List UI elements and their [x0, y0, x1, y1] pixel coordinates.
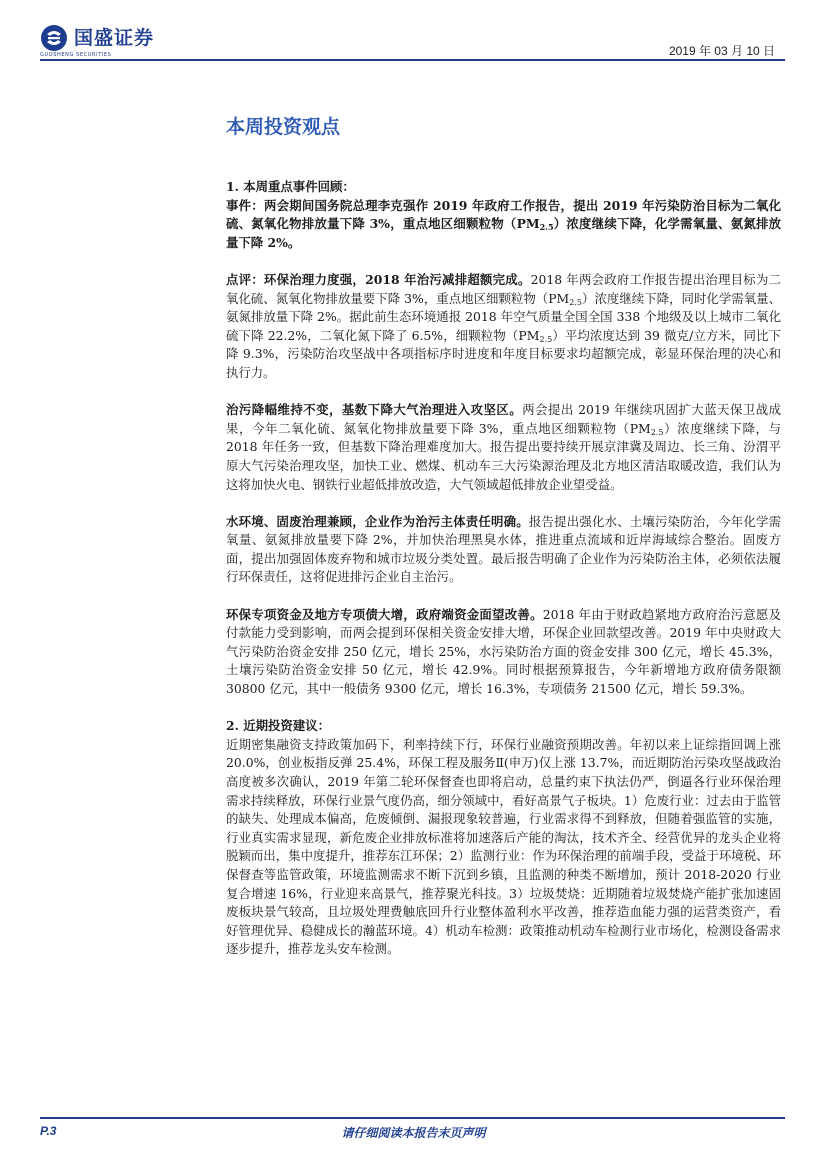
header-divider	[40, 59, 785, 61]
page-number: P.3	[40, 1124, 57, 1138]
air-governance-paragraph: 治污降幅维持不变，基数下降大气治理进入攻坚区。两会提出 2019 年继续巩固扩大蓝天保卫战成果，今年二氧化硫、氮氧化物排放量要下降 3%，重点地区细颗粒物$(PM_{2.5})$浓度继续下降，与 2018 年任务一致，但基数下降治理难度加大。报告提出要持续开展京津冀及周边、长三角、汾渭平原大气污染治理攻坚，加快工业、燃煤、机动车三大污染源治理及北方地区清洁取暖改造，我们认为这将加快火电、钢铁行业超低排放改造，大气领域超低排放企业望受益。	[226, 402, 781, 492]
section-title: 本周投资观点	[226, 116, 341, 138]
section-2-heading: 2. 近期投资建议：	[226, 718, 330, 734]
brand-name: 国盛证券	[74, 27, 155, 49]
event-summary: 事件：两会期间国务院总理李克强作 2019 年政府工作报告，提出 2019 年污染防治目标为二氧化硫、氮氧化物排放量下降 3%，重点地区细颗粒物$(PM_{2.5})$浓度继续下降，化学需氧量、氨氮排放量下降 2%。	[226, 197, 781, 250]
brand-logo	[40, 24, 154, 52]
section-1-heading: 1. 本周重点事件回顾：	[226, 179, 355, 194]
footer-disclaimer: 请仔细阅读本报告末页声明	[341, 1126, 486, 1140]
paragraph-lead: 环保专项资金及地方专项债大增，政府端资金面望改善。	[226, 606, 543, 622]
comment-paragraph: 点评：环保治理力度强，2018 年治污减排超额完成。2018 年两会政府工作报告提出治理目标为二氧化硫、氮氧化物排放量要下降 3%，重点地区细颗粒物$(PM_{2.5})$浓度继续下降，同时化学需氧量、氨氮排放量下降 2%。据此前生态环境通报 2018 年空气质量全国全国 338 个地级及以上城市二氧化硫下降 22.2%，二氧化氮下降了 6.5%，细颗粒物$(PM_{2.5})$平均浓度达到 39 微克/立方米，同比下降 9.3%，污染防治攻坚战中各项指标序时进度和年度目标要求均超额完成，彰显环保治理的决心和执行力。	[226, 271, 782, 380]
funding-paragraph: 环保专项资金及地方专项债大增，政府端资金面望改善。2018 年由于财政趋紧地方政府治污意愿及付款能力受到影响，而两会提到环保相关资金安排大增，环保企业回款望改善。2019 年中央财政大气污染防治资金安排 250 亿元，增长 25%，水污染防治方面的资金安排 300 亿元，增长 45.3%，土壤污染防治资金安排 50 亿元，增长 42.9%。同时根据预算报告，今年新增地方政府债务限额 30800 亿元，其中一般债务 9300 亿元，增长 16.3%，专项债务 21500 亿元，增长 59.3%。	[226, 606, 781, 697]
brand-logo-icon	[40, 24, 68, 52]
report-body	[226, 178, 781, 959]
report-date: 2019 年 03 月 10 日	[668, 44, 775, 58]
water-solidwaste-paragraph: 水环境、固废治理兼顾，企业作为治污主体责任明确。报告提出强化水、土壤污染防治，今年化学需氧量、氨氮排放量要下降 2%，并加快治理黑臭水体，推进重点流域和近岸海域综合整治。固废方面，提出加强固体废弃物和城市垃圾分类处置。最后报告明确了企业作为污染防治主体，必须依法履行环保责任，这将促进排污企业自主治污。	[226, 513, 782, 585]
footer-divider	[40, 1117, 785, 1119]
paragraph-lead: 点评：环保治理力度强，2018 年治污减排超额完成。	[226, 271, 531, 287]
brand-name-en: GUOSHENG SECURITIES	[40, 52, 112, 58]
paragraph-lead: 水环境、固废治理兼顾，企业作为治污主体责任明确。	[226, 513, 529, 529]
paragraph-lead: 治污降幅维持不变，基数下降大气治理进入攻坚区。	[226, 402, 523, 418]
page-header	[0, 0, 827, 60]
investment-advice-paragraph: 近期密集融资支持政策加码下，利率持续下行，环保行业融资预期改善。年初以来上证综指回调上涨 20.0%，创业板指反弹 25.4%，环保工程及服务Ⅱ(申万)仅上涨 13.7%，而近期防治污染攻坚战政治高度被多次确认，2019 年第二轮环保督查也即将启动，总量约束下执法仍严，倒逼各行业环保治理需求持续释放，环保行业景气度仍高，细分领域中，看好高景气子板块。1）危废行业：过去由于监管的缺失、处理成本偏高，危废倾倒、漏报现象较普遍，行业需求得不到释放，但随着强监管的实施，行业真实需求显现，新危废企业排放标准将加速落后产能的淘汰，技术齐全、经营优异的龙头企业将脱颖而出，集中度提升，推荐东江环保；2）监测行业：作为环保治理的前端手段，受益于环境税、环保督查等监管政策，环境监测需求不断下沉到乡镇，且监测的种类不断增加，预计 2018-2020 行业复合增速 16%，行业迎来高景气，推荐聚光科技。3）垃圾焚烧：近期随着垃圾焚烧产能扩张加速固废板块景气较高，且垃圾处理费触底回升行业整体盈利水平改善，推荐造血能力强的运营类资产，看好管理优异、稳健成长的瀚蓝环境。4）机动车检测：政策推动机动车检测行业市场化，检测设备需求逐步提升，推荐龙头安车检测。	[226, 736, 781, 957]
